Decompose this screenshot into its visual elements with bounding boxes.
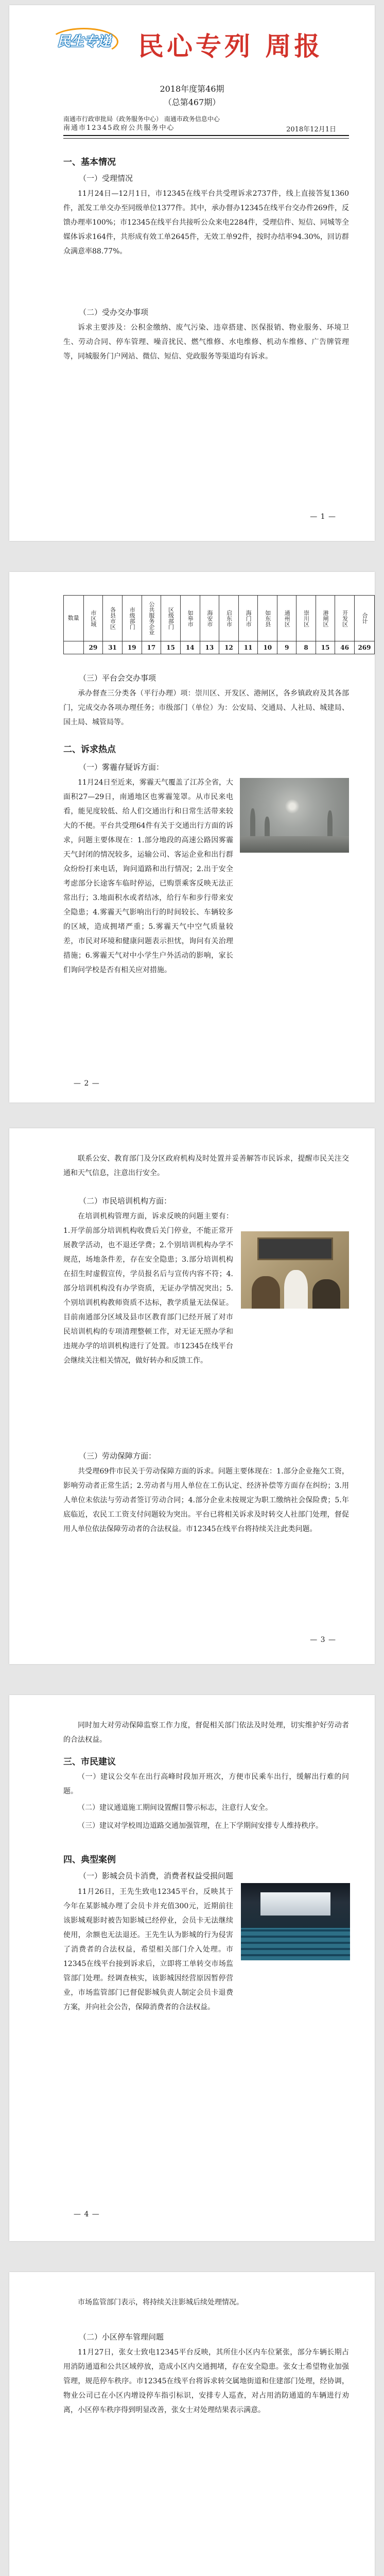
subsection-heading: （一）影城会员卡消费，消费者权益受损问题	[79, 1871, 234, 1880]
table-header-cell: 区级部门	[161, 596, 181, 641]
document-page-2	[9, 572, 375, 1103]
table-cell: 10	[258, 641, 277, 654]
suggestion-item: （一）建议公交车在出行高峰时段加开班次，方便市民乘车出行，缓解出行难的问题。	[63, 1773, 349, 1795]
table-cell: 9	[277, 641, 296, 654]
document-page-4	[9, 1695, 375, 2241]
table-cell: 15	[316, 641, 335, 654]
table-header-cell: 各县市区	[103, 596, 123, 641]
page-number: — 1 —	[310, 513, 336, 521]
table-cell: 13	[200, 641, 219, 654]
paragraph: 11月27日，张女士致电12345平台反映，其所住小区内车位紧张，部分车辆长期占用消防通道和公共区域停放，造成小区内交通拥堵，存在安全隐患。张女士希望物业加强管理，规范停车秩序。市12345在线平台将诉求转交属地街道和住建部门处理，经协调，物业公司已在小区内增设停车指引标识，安排专人巡查，对占用消防通道的车辆进行劝离，小区停车秩序得到明显改善，张女士对处理结果表示满意。	[63, 2348, 349, 2414]
table-header-cell: 合计	[354, 596, 374, 641]
sponsor-org-line1: 南通市行政审批局（政务服务中心） 南通市政务信息中心	[63, 115, 220, 123]
classroom-photo	[241, 1231, 349, 1309]
subsection-heading: （三）劳动保障方面：	[79, 1451, 156, 1461]
subsection-heading: （一）受理情况	[79, 174, 133, 183]
paragraph: 同时加大对劳动保障监察工作力度，督促相关部门依法及时处理，切实维护好劳动者的合法权益。	[63, 1721, 349, 1744]
masthead	[9, 15, 375, 67]
subsection-heading: （一）雾霾存疑诉方面：	[79, 762, 164, 772]
section-heading: 二、诉求热点	[63, 744, 116, 755]
table-cell: 8	[296, 641, 316, 654]
suggestion-item: （二）建议通道施工期间设置醒目警示标志，注意行人安全。	[78, 1804, 272, 1812]
page-number: — 3 —	[310, 1636, 336, 1644]
paragraph: 联系公安、教育部门及分区政府机构及时处置并妥善解答市民诉求，提醒市民关注交通和天气信息，注意出行安全。	[63, 1155, 349, 1177]
paragraph: 共受理69件市民关于劳动保障方面的诉求。问题主要体现在：1.部分企业拖欠工资，影响劳动者正常生活；2.劳动者与用人单位在工伤认定、经济补偿等方面存在纠纷；3.用人单位未依法与劳动者签订劳动合同；4.部分企业未按规定为职工缴纳社会保险费；5.年底临近，农民工工资支付问题较为突出。平台已将相关诉求及时转交人社部门处理，督促用人单位依法保障劳动者的合法权益。市12345在线平台将持续关注此类问题。	[63, 1467, 349, 1533]
sponsor-org-line2: 南通市12345政府公共服务中心	[63, 124, 175, 132]
paragraph: 11月24日—12月1日，市12345在线平台共受理诉求2737件，线上直接答复1360件，派发工单交办至同级单位1377件。其中，承办督办12345在线平台交办件269件，反馈办理率100%；市12345在线平台共接听公众来电2284件，受理信件、短信、同城等全媒体诉求164件，共形成有效工单2645件，无效工单92件，按时办结率94.30%，回访群众满意率88.77%。	[63, 190, 349, 256]
table-cell: 29	[83, 641, 103, 654]
table-header-cell: 崇川区	[296, 596, 316, 641]
table-header-row	[64, 596, 375, 641]
table-header-cell: 市级部门	[122, 596, 142, 641]
table-header-cell: 市区域	[83, 596, 103, 641]
paragraph: 在培训机构管理方面，诉求反映的问题主要有：1.开学前部分培训机构收费后关门停业，不能正常开展教学活动，也不退还学费；2.个别培训机构办学不规范，场地条件差，存在安全隐患；3.部分培训机构在招生时虚假宣传，学员报名后与宣传内容不符；4.部分培训机构没有办学资质，无证办学情况突出；5.个别培训机构教师资质不达标，教学质量无法保证。目前南通部分区域及县市区教育部门已经开展了对市民培训机构的专项清理整顿工作，对无证无照办学和违规办学的培训机构进行了处置。市12345在线平台会继续关注相关情况，做好转办和反馈工作。	[63, 1212, 233, 1365]
stats-table	[63, 595, 375, 654]
page-number: — 2 —	[74, 1079, 100, 1088]
paragraph: 承办督查三分类各（平行办理）项：崇川区、开发区、港闸区，各乡镇政府及其各部门，完成交办各项办理任务；市级部门（单位）为：公安局、交通局、人社局、城建局、国土局、城管局等。	[63, 689, 349, 726]
table-cell: 269	[354, 641, 374, 654]
table-cell: 14	[180, 641, 200, 654]
logo-text: 民生专递	[57, 33, 111, 49]
table-cell: 17	[142, 641, 161, 654]
table-header-cell: 通州区	[277, 596, 296, 641]
table-header-cell: 开发区	[335, 596, 355, 641]
foggy-street-photo	[240, 778, 349, 853]
cinema-hall-photo	[241, 1883, 350, 1960]
section-heading: 三、市民建议	[63, 1757, 116, 1767]
paragraph: 诉求主要涉及：公积金缴纳、废气污染、违章搭建、医保报销、物业服务、环境卫生、劳动合同、停车管理、噪音扰民、燃气维修、水电维修、机动车维修、广告牌管理等，同城服务门户网站、微信、短信、党政服务等渠道均有诉求。	[63, 324, 349, 361]
suggestion-item: （三）建议对学校周边道路交通加强管理，在上下学期间安排专人维持秩序。	[78, 1822, 323, 1830]
table-cell	[64, 641, 84, 654]
table-cell: 46	[335, 641, 355, 654]
newsletter-logo	[45, 25, 123, 56]
table-header-cell: 启东市	[219, 596, 239, 641]
subsection-heading: （三）平台会交办事项	[79, 673, 156, 683]
table-cell: 15	[161, 641, 181, 654]
newsletter-title: 民心专列 周报	[138, 31, 323, 61]
document-page-3	[9, 1128, 375, 1664]
table-header-cell: 港闸区	[316, 596, 335, 641]
publish-date: 2018年12月1日	[286, 126, 336, 133]
subsection-heading: （二）小区停车管理问题	[79, 2332, 164, 2342]
table-header-cell: 海安市	[200, 596, 219, 641]
table-cell: 31	[103, 641, 123, 654]
table-cell: 19	[122, 641, 142, 654]
issue-number: 2018年度第46期	[160, 84, 224, 94]
issue-total: （总第467期）	[163, 97, 221, 107]
table-row	[64, 641, 375, 654]
paragraph: 11月26日，王先生致电12345平台，反映其于今年在某影城办理了会员卡并充值300元，近期前往该影城观影时被告知影城已经停业，会员卡无法继续使用，余额也无法退还。王先生认为影城的行为侵害了消费者的合法权益，希望相关部门介入处理。市12345在线平台接到诉求后，立即将工单转交市场监管部门处理。经调查核实，该影城因经营原因暂停营业，市场监管部门已督促影城负责人制定会员卡退费方案，并向社会公告，保障消费者的合法权益。	[63, 1888, 233, 2011]
page-number: — 4 —	[74, 2210, 100, 2218]
paragraph: 市场监管部门表示，将持续关注影城后续处理情况。	[78, 2298, 243, 2307]
section-heading: 四、典型案例	[63, 1855, 116, 1865]
header-divider	[63, 135, 349, 139]
table-header-cell: 公共服务企业	[142, 596, 161, 641]
subsection-heading: （二）受办交办事项	[79, 308, 149, 317]
paragraph: 11月24日至近来，雾霾天气覆盖了江苏全省，大面积27—29日，南通地区也雾霾笼罩。从市民来电看，能见度较低、给人们交通出行和日常生活带来较大的不便。平台共受理64件有关于交通出行方面的诉求，问题主要体现在：1.部分地段的高速公路因雾霾天气封闭的情况较多，运输公司、客运企业和出行群众纷纷打来电话，询问道路和出行情况；2.出于安全考虑部分长途客车临时停运，已购票乘客反映无法正常出行；3.地面积水或者结冰，给行车和步行带来安全隐患；4.雾霾天气影响出行的时间较长、车辆较多的区域，造成拥堵严重；5.雾霾天气中空气质量较差，市民对环境和健康问题表示担忧，询问有关治理措施；6.雾霾天气对中小学生户外活动的影响，家长们询问学校是否有相关应对措施。	[63, 778, 233, 974]
table-header-cell: 如东县	[258, 596, 277, 641]
table-header-cell: 海门市	[238, 596, 258, 641]
table-corner-cell: 数量	[64, 596, 84, 641]
section-heading: 一、基本情况	[63, 157, 116, 167]
subsection-heading: （二）市民培训机构方面：	[79, 1196, 172, 1206]
sponsor-orgs	[63, 114, 220, 133]
document-page-1	[9, 5, 375, 541]
document-page-5	[9, 2272, 375, 2576]
table-cell: 11	[238, 641, 258, 654]
table-header-cell: 如皋市	[180, 596, 200, 641]
table-cell: 12	[219, 641, 239, 654]
